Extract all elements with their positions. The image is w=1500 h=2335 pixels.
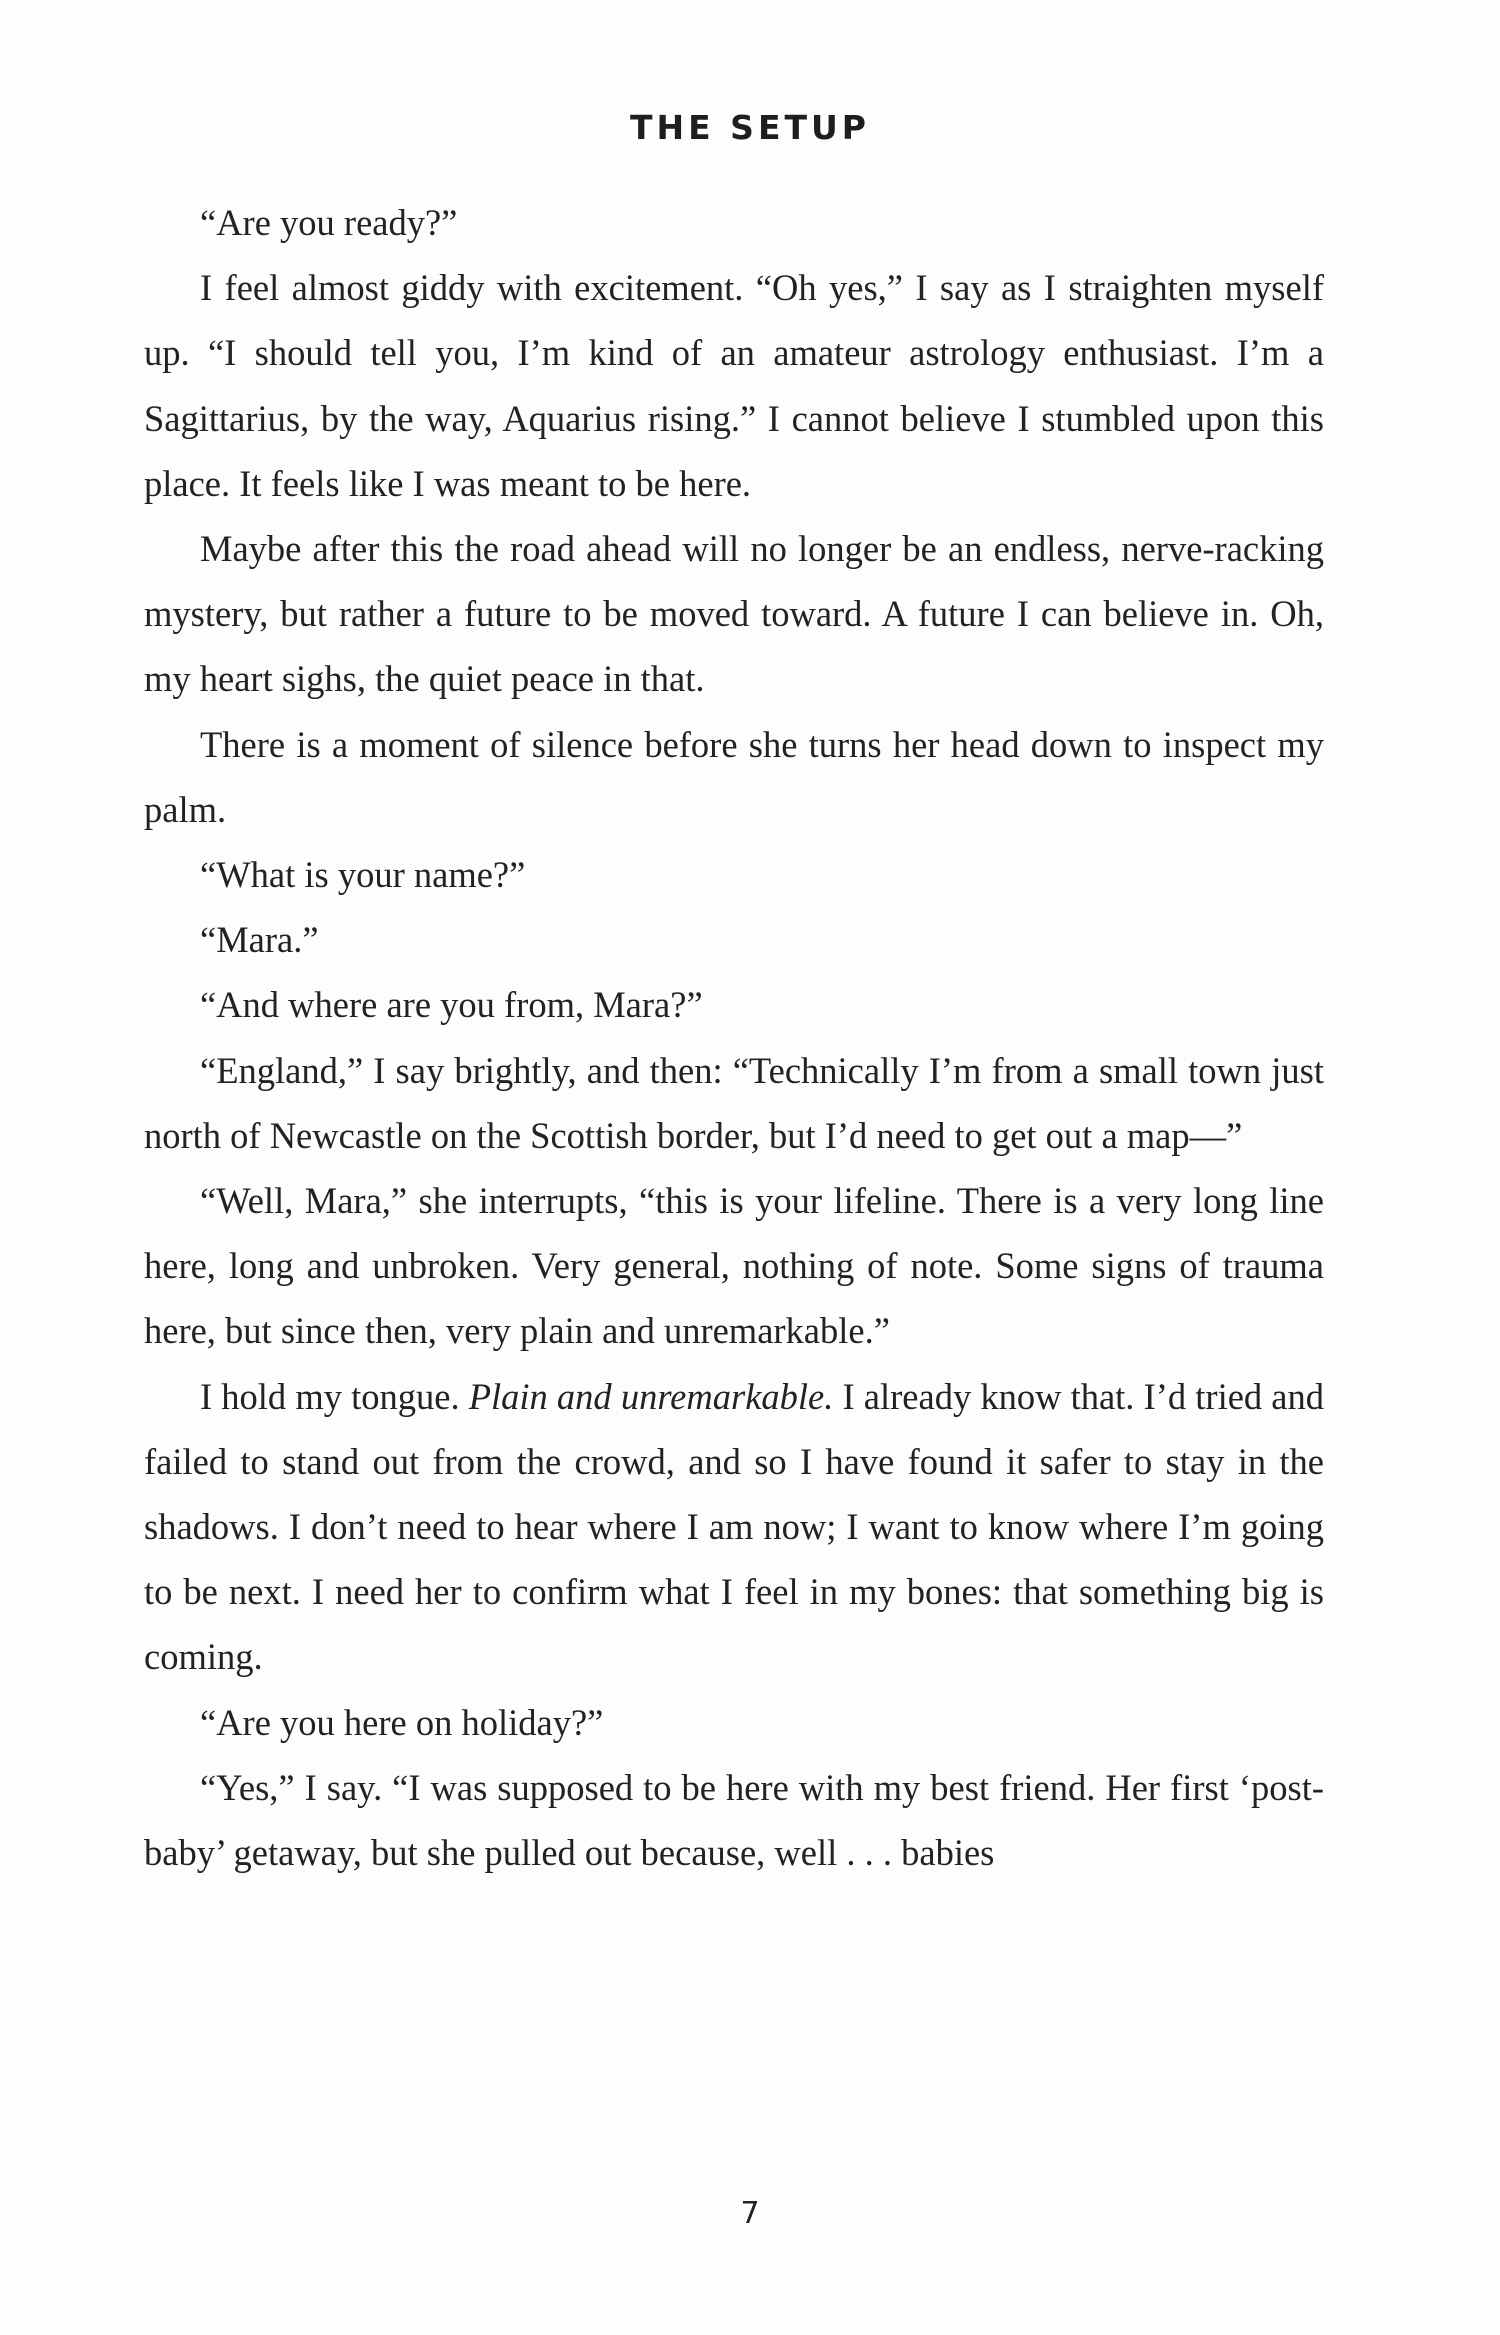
paragraph: “England,” I say brightly, and then: “Technically I’m from a small town just north of Newcastle on the Scottish border, but I’d need to get out a map—” [144, 1049, 1324, 1156]
paragraph: Maybe after this the road ahead will no longer be an endless, nerve-racking mystery, but rather a future to be moved toward. A future I can believe in. Oh, my heart sighs, the quiet peace in that. [144, 528, 1324, 700]
paragraph: “Are you here on holiday?” [200, 1701, 604, 1743]
italic-phrase: Plain and unremarkable. [468, 1375, 834, 1417]
running-head: THE SETUP [630, 108, 870, 147]
paragraph-text: I already know that. I’d tried and failed to stand out from the crowd, and so I have found it safer to stay in the shadows. I don’t need to hear where I am now; I want to know where I’m going to be next. I need her to confirm what I feel in my bones: that something big is coming. [144, 1375, 1325, 1678]
paragraph: “Are you ready?” [200, 202, 458, 243]
paragraph: “Yes,” I say. “I was supposed to be here with my best friend. Her first ‘post-baby’ getaway, but she pulled out because, well . . . babies [144, 1766, 1324, 1874]
paragraph-text: I hold my tongue. [200, 1375, 469, 1417]
body-text [144, 190, 1324, 1885]
paragraph: “Well, Mara,” she interrupts, “this is your lifeline. There is a very long line here, long and unbroken. Very general, nothing of note. Some signs of trauma here, but since then, very plain and unremarkable.” [144, 1180, 1324, 1352]
paragraph: “And where are you from, Mara?” [200, 984, 703, 1026]
paragraph: I feel almost giddy with excitement. “Oh yes,” I say as I straighten myself up. “I should tell you, I’m kind of an amateur astrology enthusiast. I’m a Sagittarius, by the way, Aquarius rising.” I cannot believe I stumbled upon this place. It feels like I was meant to be here. [144, 267, 1324, 504]
paragraph [144, 1364, 1324, 1690]
paragraph: “What is your name?” [200, 854, 526, 896]
paragraph: There is a moment of silence before she turns her head down to inspect my palm. [144, 723, 1324, 830]
page-number: 7 [740, 2196, 760, 2231]
paragraph: “Mara.” [200, 919, 319, 961]
